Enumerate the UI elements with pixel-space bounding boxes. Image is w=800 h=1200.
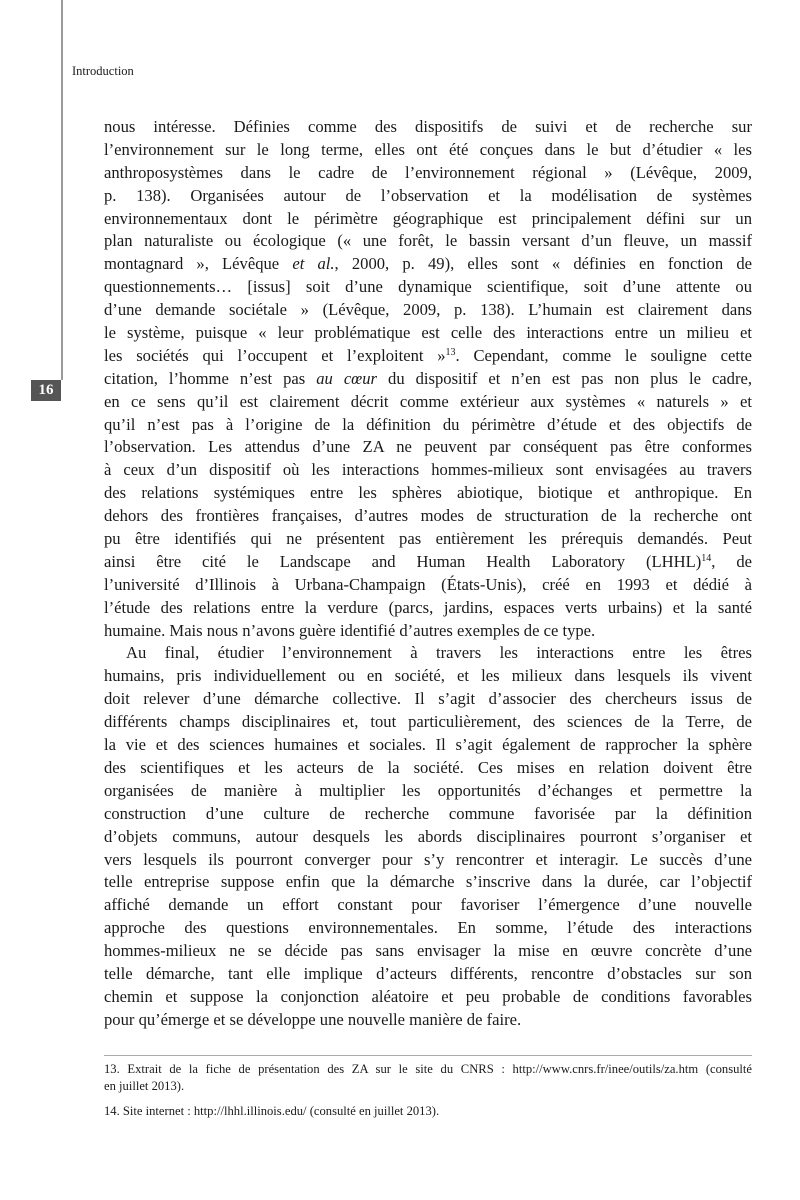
footnote-13-line1: 13. Extrait de la fiche de présentation des ZA sur le site du CNRS : http://www.cnrs.fr/inee/outils/za.htm (consulté — [104, 1062, 752, 1076]
text-segment: affiché demande un effort constant pour favoriser l’émergence d’une nouvelle — [104, 895, 752, 915]
italic-text: et al. — [292, 254, 335, 274]
text-segment: pour qu’émerge et se développe une nouvelle manière de faire. — [104, 1009, 522, 1029]
text-segment: des scientifiques et les acteurs de la société. Ces mises en relation doivent être — [104, 757, 752, 777]
text-line — [104, 482, 752, 505]
margin-rule — [61, 0, 63, 380]
footnote-ref: 13 — [445, 346, 456, 358]
text-line — [104, 322, 752, 345]
text-line — [104, 551, 752, 574]
text-line — [104, 597, 752, 620]
text-segment: Au final, étudier l’environnement à travers les interactions entre les êtres — [126, 643, 752, 663]
text-segment: approche des questions environnementales. En somme, l’étude des interactions — [104, 918, 752, 938]
text-segment: , de — [711, 551, 752, 571]
text-segment: environnementaux dont le périmètre géographique est principalement défini sur un — [104, 208, 752, 228]
text-segment: d’objets communs, autour desquels les abords disciplinaires pourront s’organiser et — [104, 826, 752, 846]
text-line — [104, 986, 752, 1009]
text-line — [104, 688, 752, 711]
body-text — [104, 116, 752, 1032]
text-segment: différents champs disciplinaires et, tout particulièrement, des sciences de la Terre, de — [104, 712, 752, 732]
text-segment: humaine. Mais nous n’avons guère identifié d’autres exemples de ce type. — [104, 620, 596, 640]
text-line — [104, 345, 752, 368]
text-segment: anthroposystèmes dans le cadre de l’environnement régional » (Lévêque, 2009, — [104, 162, 752, 182]
text-segment: humains, pris individuellement ou en société, et les milieux dans lesquels ils vivent — [104, 666, 752, 686]
text-segment: construction d’une culture de recherche commune favorisée par la définition — [104, 803, 752, 823]
text-segment: hommes-milieux ne se décide pas sans envisager la mise en œuvre concrète d’une — [104, 941, 752, 961]
text-line — [104, 276, 752, 299]
text-line — [104, 230, 752, 253]
text-segment: organisées de manière à multiplier les opportunités d’échanges et permettre la — [104, 780, 752, 800]
text-segment: en ce sens qu’il est clairement décrit comme extérieur aux systèmes « naturels » et — [104, 391, 752, 411]
text-line — [104, 803, 752, 826]
text-segment: vers lesquels ils pourront converger pour s’y rencontrer et interagir. Le succès d’une — [104, 849, 752, 869]
text-line — [104, 642, 752, 665]
footnote-14-line1: 14. Site internet : http://lhhl.illinois.edu/ (consulté en juillet 2013). — [104, 1104, 440, 1118]
text-line — [104, 414, 752, 437]
text-segment: , 2000, p. 49), elles sont « définies en fonction de — [334, 254, 752, 274]
text-line — [104, 665, 752, 688]
text-line — [104, 1009, 752, 1032]
text-line — [104, 711, 752, 734]
text-segment: l’observation. Les attendus d’une ZA ne peuvent par conséquent pas être conformes — [104, 437, 752, 457]
text-segment: les sociétés qui l’occupent et l’exploitent » — [104, 345, 446, 365]
text-segment: dehors des frontières françaises, d’autres modes de structuration de la recherche ont — [104, 506, 752, 526]
text-segment: nous intéresse. Définies comme des dispositifs de suivi et de recherche sur — [104, 117, 752, 136]
footnote-rule — [104, 1055, 752, 1056]
footnote-ref: 14 — [701, 552, 712, 564]
text-line — [104, 528, 752, 551]
text-segment: . Cependant, comme le souligne cette — [455, 345, 752, 365]
text-line — [104, 185, 752, 208]
text-line — [104, 871, 752, 894]
running-head: Introduction — [72, 64, 134, 78]
text-line — [104, 436, 752, 459]
text-segment: pu être identifiés qui ne présentent pas entièrement les prérequis demandés. Peut — [104, 529, 752, 549]
text-segment: l’étude des relations entre la verdure (parcs, jardins, espaces verts urbains) et la santé — [104, 597, 752, 617]
paragraph — [104, 116, 752, 642]
text-line — [104, 826, 752, 849]
text-line — [104, 757, 752, 780]
footnote-13-line2: en juillet 2013). — [104, 1079, 185, 1093]
text-segment: telle entreprise suppose enfin que la démarche s’inscrive dans la durée, car l’objectif — [104, 872, 752, 892]
text-line — [104, 459, 752, 482]
text-line — [104, 917, 752, 940]
text-line — [104, 734, 752, 757]
text-segment: doit relever d’une démarche collective. Il s’agit d’associer des chercheurs issus de — [104, 689, 752, 709]
text-segment: questionnements… [issus] soit d’une dynamique scientifique, soit d’une attente ou — [104, 277, 752, 297]
text-segment: chemin et suppose la conjonction aléatoire et peu probable de conditions favorables — [104, 986, 752, 1006]
text-line — [104, 894, 752, 917]
text-segment: à ceux d’un dispositif où les interactions hommes-milieux sont envisagées au travers — [104, 460, 752, 480]
text-line — [104, 162, 752, 185]
text-line — [104, 780, 752, 803]
italic-text: au cœur — [316, 368, 378, 388]
text-line — [104, 505, 752, 528]
text-segment: telle démarche, tant elle implique d’acteurs différents, rencontre d’obstacles sur son — [104, 963, 752, 983]
text-line — [104, 253, 752, 276]
text-segment: du dispositif et n’en est pas non plus le cadre, — [377, 368, 753, 388]
page-number: 16 — [31, 380, 61, 401]
text-line — [104, 940, 752, 963]
text-segment: ainsi être cité le Landscape and Human Health Laboratory (LHHL) — [104, 551, 702, 571]
text-segment: le système, puisque « leur problématique est celle des interactions entre un milieu et — [104, 323, 752, 343]
footnote-14 — [104, 1103, 752, 1120]
text-segment: l’environnement sur le long terme, elles ont été conçues dans le but d’étudier « les — [104, 139, 752, 159]
text-line — [104, 299, 752, 322]
text-line — [104, 116, 752, 139]
text-segment: montagnard », Lévêque — [104, 254, 293, 274]
text-line — [104, 849, 752, 872]
text-line — [104, 963, 752, 986]
text-segment: la vie et des sciences humaines et sociales. Il s’agit également de rapprocher la sphère — [104, 735, 752, 755]
text-line — [104, 208, 752, 231]
text-segment: p. 138). Organisées autour de l’observation et la modélisation de systèmes — [104, 185, 752, 205]
text-segment: l’université d’Illinois à Urbana-Champaign (États-Unis), créé en 1993 et dédié à — [104, 574, 752, 594]
text-line — [104, 139, 752, 162]
paragraph — [104, 642, 752, 1031]
text-line — [104, 368, 752, 391]
text-segment: citation, l’homme n’est pas — [104, 368, 317, 388]
text-segment: plan naturaliste ou écologique (« une forêt, le bassin versant d’un fleuve, un massif — [104, 231, 752, 251]
text-segment: des relations systémiques entre les sphères abiotique, biotique et anthropique. En — [104, 483, 752, 503]
text-segment: qu’il n’est pas à l’origine de la définition du périmètre d’étude et des objectifs de — [104, 414, 752, 434]
text-line — [104, 620, 752, 643]
text-line — [104, 574, 752, 597]
footnote-13 — [104, 1061, 752, 1095]
text-segment: d’une demande sociétale » (Lévêque, 2009, p. 138). L’humain est clairement dans — [104, 300, 752, 320]
text-line — [104, 391, 752, 414]
